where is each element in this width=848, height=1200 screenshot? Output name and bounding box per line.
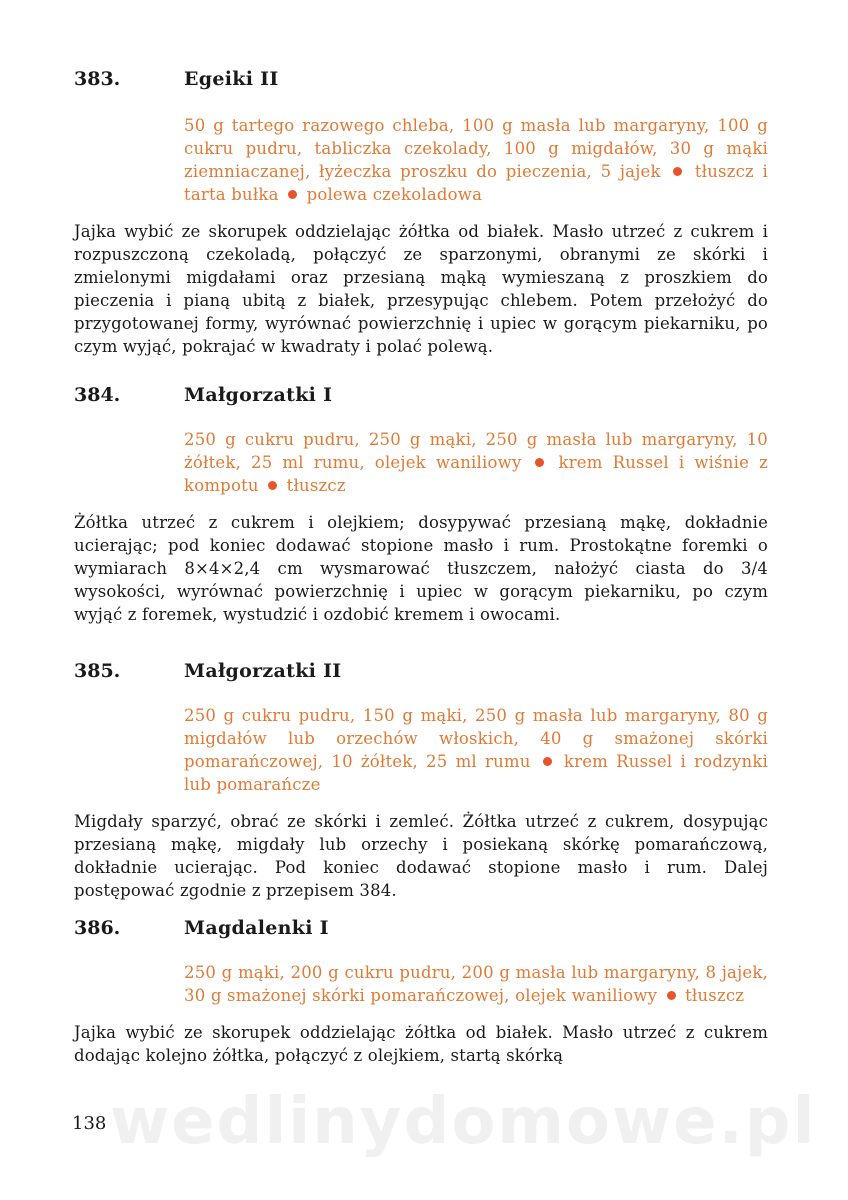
bullet-icon: [667, 991, 676, 1000]
recipe-385: [74, 660, 768, 902]
bullet-icon: [535, 458, 544, 467]
ingredient-group: tłuszcz: [286, 476, 346, 495]
recipe-title: Egeiki II: [184, 68, 279, 90]
method-text: Jajka wybić ze skorupek oddzielając żółtka od białek. Masło utrzeć z cukrem dodając kolejno żółtka, połączyć z olejkiem, startą skórką: [74, 1023, 768, 1065]
ingredients: [184, 428, 768, 497]
recipe-title: Małgorzatki II: [184, 660, 342, 682]
ingredient-group: 250 g mąki, 200 g cukru pudru, 200 g masła lub margaryny, 8 jajek, 30 g smażonej skórki pomarańczowej, olejek waniliowy: [184, 963, 768, 1005]
ingredients: [184, 961, 768, 1007]
bullet-icon: [543, 757, 552, 766]
ingredient-group: 250 g cukru pudru, 150 g mąki, 250 g masła lub margaryny, 80 g migdałów lub orzechów włoskich, 40 g smażonej skórki pomarańczowej, 10 żółtek, 25 ml rumu: [184, 706, 768, 771]
ingredient-group: 50 g tartego razowego chleba, 100 g masła lub margaryny, 100 g cukru pudru, tabliczka czekolady, 100 g migdałów, 30 g mąki ziemniaczanej, łyżeczka proszku do pieczenia, 5 jajek: [184, 116, 768, 181]
method-text: Jajka wybić ze skorupek oddzielając żółtka od białek. Masło utrzeć z cukrem i rozpuszczoną czekoladą, połączyć ze sparzonymi, obranymi ze skórki i zmielonymi migdałami oraz przesianą mąką wymieszaną z proszkiem do pieczenia i pianą ubitą z białek, przesypując chlebem. Potem przełożyć do przygotowanej formy, wyrównać powierzchnię i upiec w gorącym piekarniku, po czym wyjąć, pokrajać w kwadraty i polać polewą.: [74, 222, 768, 356]
recipe-number: 384.: [74, 384, 121, 406]
ingredient-group: 250 g cukru pudru, 250 g mąki, 250 g masła lub margaryny, 10 żółtek, 25 ml rumu, olejek waniliowy: [184, 430, 768, 472]
recipe-number: 383.: [74, 68, 121, 90]
bullet-icon: [268, 481, 277, 490]
recipe-header: [74, 917, 768, 947]
bullet-icon: [673, 167, 682, 176]
method-text: Migdały sparzyć, obrać ze skórki i zemleć. Żółtka utrzeć z cukrem, dosypując przesianą mąkę, migdały lub orzechy i posiekaną skórkę pomarańczową, dokładnie ucierając. Pod koniec dodawać stopione masło i rum. Dalej postępować zgodnie z przepisem 384.: [74, 812, 768, 900]
ingredient-group: krem Russel i rodzynki lub pomarańcze: [184, 752, 768, 794]
bullet-icon: [288, 190, 297, 199]
watermark: wedlinydomowe.pl: [110, 1085, 817, 1159]
recipe-header: [74, 384, 768, 414]
recipe-number: 385.: [74, 660, 121, 682]
recipe-header: [74, 68, 768, 98]
page-number: 138: [72, 1113, 107, 1134]
ingredients: [184, 114, 768, 206]
recipe-number: 386.: [74, 917, 121, 939]
ingredient-group: krem Russel i wiśnie z kompotu: [184, 453, 768, 495]
ingredient-group: polewa czekoladowa: [306, 185, 483, 204]
recipe-384: [74, 384, 768, 626]
ingredient-group: tłuszcz i tarta bułka: [184, 162, 768, 204]
ingredient-group: tłuszcz: [685, 986, 745, 1005]
recipe-title: Małgorzatki I: [184, 384, 333, 406]
recipe-header: [74, 660, 768, 690]
recipe-386: [74, 917, 768, 1067]
ingredients: [184, 704, 768, 796]
method-text: Żółtka utrzeć z cukrem i olejkiem; dosypywać przesianą mąkę, dokładnie ucierając; pod koniec dodawać stopione masło i rum. Prostokątne foremki o wymiarach 8×4×2,4 cm wysmarować tłuszczem, nałożyć ciasta do 3/4 wysokości, wyrównać powierzchnię i upiec w gorącym piekarniku, po czym wyjąć z foremek, wystudzić i ozdobić kremem i owocami.: [74, 513, 768, 624]
recipe-title: Magdalenki I: [184, 917, 329, 939]
recipe-383: [74, 68, 768, 358]
